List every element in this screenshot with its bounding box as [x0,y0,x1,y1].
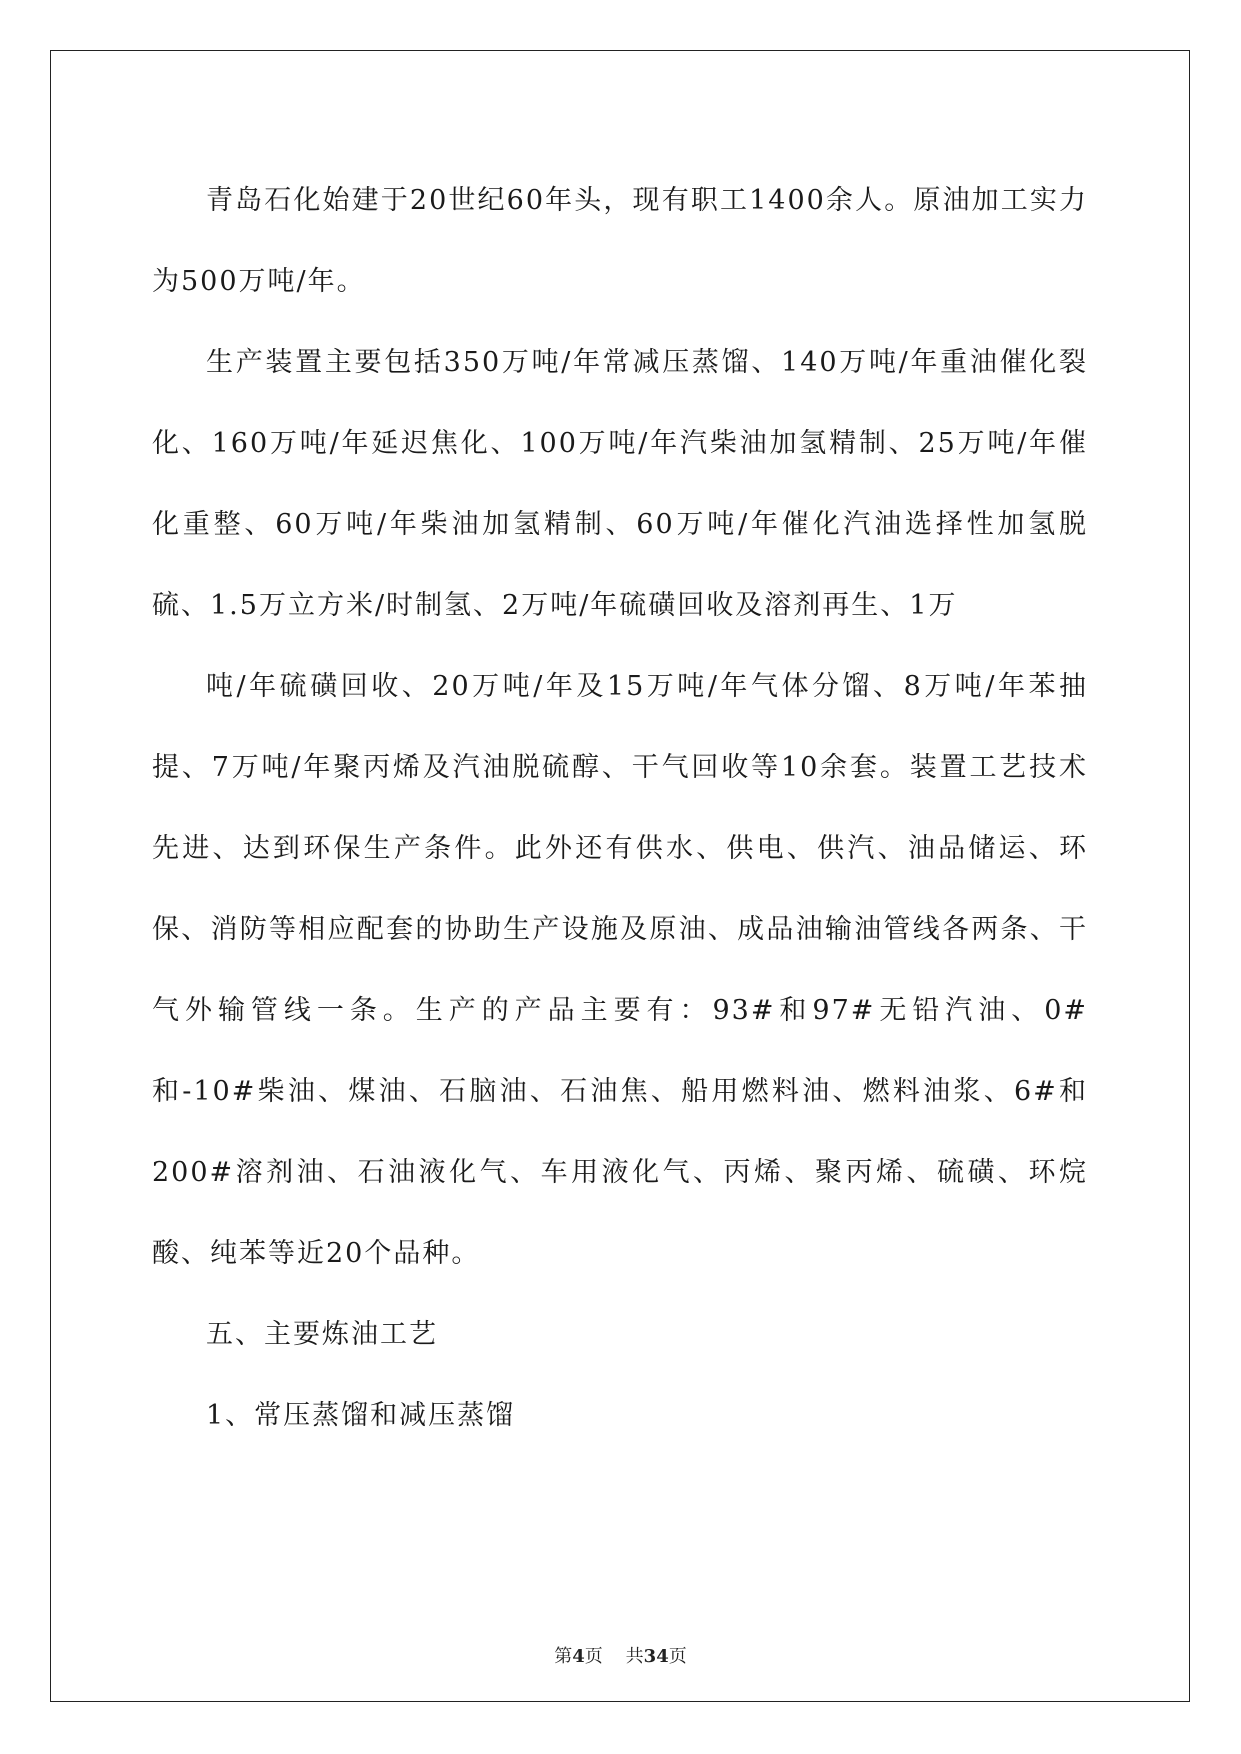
page-suffix: 页 [584,1646,603,1667]
section-heading: 五、主要炼油工艺 [206,1319,438,1350]
sub-heading: 1、常压蒸馏和减压蒸馏 [206,1400,516,1431]
page-prefix: 第 [554,1646,573,1667]
total-suffix: 页 [668,1646,687,1667]
paragraph-intro: 青岛石化始建于20世纪60年头，现有职工1400余人。原油加工实力为500万吨/年。 [152,185,1088,297]
document-body [152,160,1088,1456]
paragraph-products: 吨/年硫磺回收、20万吨/年及15万吨/年气体分馏、8万吨/年苯抽提、7万吨/年聚丙烯及汽油脱硫醇、干气回收等10余套。装置工艺技术先进、达到环保生产条件。此外还有供水、供电、供汽、油品储运、环保、消防等相应配套的协助生产设施及原油、成品油输油管线各两条、干气外输管线一条。生产的产品主要有：93#和97#无铅汽油、0#和-10#柴油、煤油、石脑油、石油焦、船用燃料油、燃料油浆、6#和200#溶剂油、石油液化气、车用液化气、丙烯、聚丙烯、硫磺、环烷酸、纯苯等近20个品种。 [152,671,1088,1269]
total-pages: 34 [643,1646,669,1667]
page-number: 4 [572,1646,585,1667]
paragraph-production-units: 生产装置主要包括350万吨/年常减压蒸馏、140万吨/年重油催化裂化、160万吨/年延迟焦化、100万吨/年汽柴油加氢精制、25万吨/年催化重整、60万吨/年柴油加氢精制、60万吨/年催化汽油选择性加氢脱硫、1.5万立方米/时制氢、2万吨/年硫磺回收及溶剂再生、1万 [152,347,1088,621]
total-prefix: 共 [625,1646,644,1667]
page-footer [0,1642,1241,1668]
